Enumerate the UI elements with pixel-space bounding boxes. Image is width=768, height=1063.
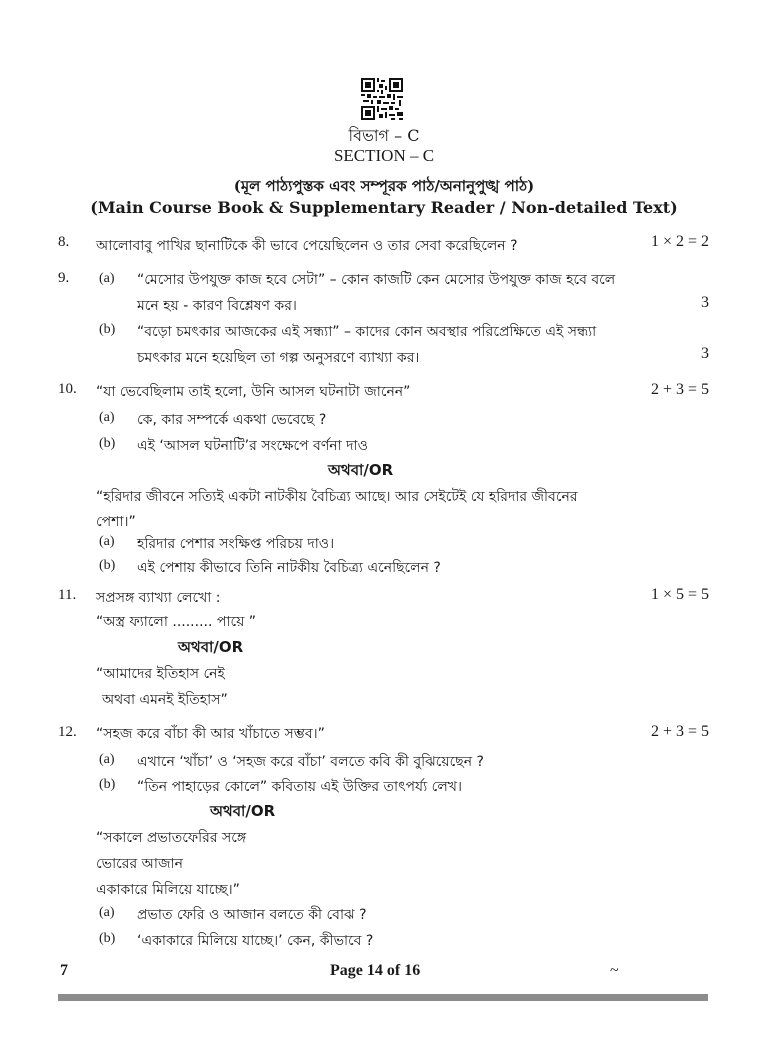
sub-question-marks: 3	[701, 345, 709, 362]
question-number: 8.	[58, 234, 70, 250]
sub-question-label: (a)	[99, 905, 115, 920]
or-divider: অথবা/OR	[210, 802, 276, 820]
sub-question-text: চমৎকার মনে হয়েছিল তা গল্প অনুসরণে ব্যাখ্যা কর।	[137, 350, 420, 366]
sub-question-marks: 3	[701, 294, 709, 311]
question-marks: 1 × 5 = 5	[650, 586, 709, 603]
sub-question-label: (a)	[99, 271, 115, 286]
question-number: 11.	[58, 587, 77, 603]
alternative-quote-text: অথবা এমনই ইতিহাস”	[102, 692, 228, 708]
sub-question-text: এই ‘আসল ঘটনাটি’র সংক্ষেপে বর্ণনা দাও	[137, 438, 368, 454]
sub-question-label: (a)	[99, 534, 115, 549]
qr-code-icon	[361, 78, 403, 120]
section-subtitle: (Main Course Book & Supplementary Reader / Non-detailed Text)	[90, 198, 678, 217]
alternative-question-text: পেশা।”	[96, 514, 136, 530]
sub-question-label: (b)	[99, 558, 116, 573]
sub-question-label: (b)	[99, 931, 116, 946]
alternative-quote-text: ভোরের আজান	[96, 856, 183, 872]
question-marks: 1 × 2 = 2	[650, 233, 709, 250]
sub-question-text: মনে হয় - কারণ বিশ্লেষণ কর।	[137, 298, 297, 314]
sub-question-label: (a)	[99, 752, 115, 767]
sub-question-text: “মেসোর উপযুক্ত কাজ হবে সেটা” – কোন কাজটি কেন মেসোর উপযুক্ত কাজ হবে বলে	[137, 272, 616, 288]
footer-mark: ~	[610, 962, 619, 979]
paper-code: 7	[60, 962, 68, 979]
footer-rule	[58, 994, 708, 1001]
sub-question-text: “তিন পাহাড়ের কোলে” কবিতায় এই উক্তির তাৎপর্য্য লেখ।	[137, 779, 462, 795]
question-text: “সহজ করে বাঁচা কী আর খাঁচাতে সম্ভব।”	[96, 726, 325, 742]
section-title: SECTION – C	[333, 146, 435, 165]
question-marks: 2 + 3 = 5	[650, 381, 709, 398]
section-subtitle-bengali: (মূল পাঠ্যপুস্তক এবং সম্পূরক পাঠ/অনানুপুঙ্খ পাঠ)	[233, 177, 535, 195]
or-divider: অথবা/OR	[328, 461, 394, 479]
alternative-quote-text: “সকালে প্রভাতফেরির সঙ্গে	[96, 830, 247, 846]
question-number: 9.	[58, 270, 70, 286]
sub-question-label: (b)	[99, 777, 116, 792]
alternative-question-text: “হরিদার জীবনে সত্যিই একটা নাটকীয় বৈচিত্র্য আছে। আর সেইটেই যে হরিদার জীবনের	[96, 489, 578, 505]
question-text: “যা ভেবেছিলাম তাই হলো, উনি আসল ঘটনাটা জানেন”	[96, 384, 411, 400]
sub-question-text: “বড়ো চমৎকার আজকের এই সন্ধ্যা” – কাদের কোন অবস্থার পরিপ্রেক্ষিতে এই সন্ধ্যা	[137, 324, 597, 340]
or-divider: অথবা/OR	[178, 638, 244, 656]
sub-question-text: এই পেশায় কীভাবে তিনি নাটকীয় বৈচিত্র্য এনেছিলেন ?	[137, 560, 441, 576]
sub-question-label: (b)	[99, 322, 116, 337]
sub-question-label: (b)	[99, 436, 116, 451]
sub-question-label: (a)	[99, 410, 115, 425]
alternative-quote-text: “আমাদের ইতিহাস নেই	[96, 666, 225, 682]
quote-text: “অস্ত্র ফ্যালো ......... পায়ে ”	[96, 614, 257, 630]
question-text: আলোবাবু পাখির ছানাটিকে কী ভাবে পেয়েছিলেন ও তার সেবা করেছিলেন ?	[96, 238, 518, 254]
alternative-quote-text: একাকারে মিলিয়ে যাচ্ছে।”	[96, 882, 240, 898]
sub-question-text: কে, কার সম্পর্কে একথা ভেবেছে ?	[137, 412, 327, 428]
question-number: 10.	[58, 381, 77, 397]
page-number: Page 14 of 16	[330, 962, 421, 979]
sub-question-text: হরিদার পেশার সংক্ষিপ্ত পরিচয় দাও।	[137, 536, 335, 552]
sub-question-text: এখানে ‘খাঁচা’ ও ‘সহজ করে বাঁচা’ বলতে কবি কী বুঝিয়েছেন ?	[137, 754, 484, 770]
sub-question-text: প্রভাত ফেরি ও আজান বলতে কী বোঝ ?	[137, 907, 367, 923]
section-title-bengali: বিভাগ – C	[348, 126, 420, 145]
sub-question-text: ‘একাকারে মিলিয়ে যাচ্ছে।’ কেন, কীভাবে ?	[137, 933, 374, 949]
question-number: 12.	[58, 724, 77, 740]
question-marks: 2 + 3 = 5	[650, 723, 709, 740]
question-text: সপ্রসঙ্গ ব্যাখ্যা লেখো :	[96, 590, 221, 606]
